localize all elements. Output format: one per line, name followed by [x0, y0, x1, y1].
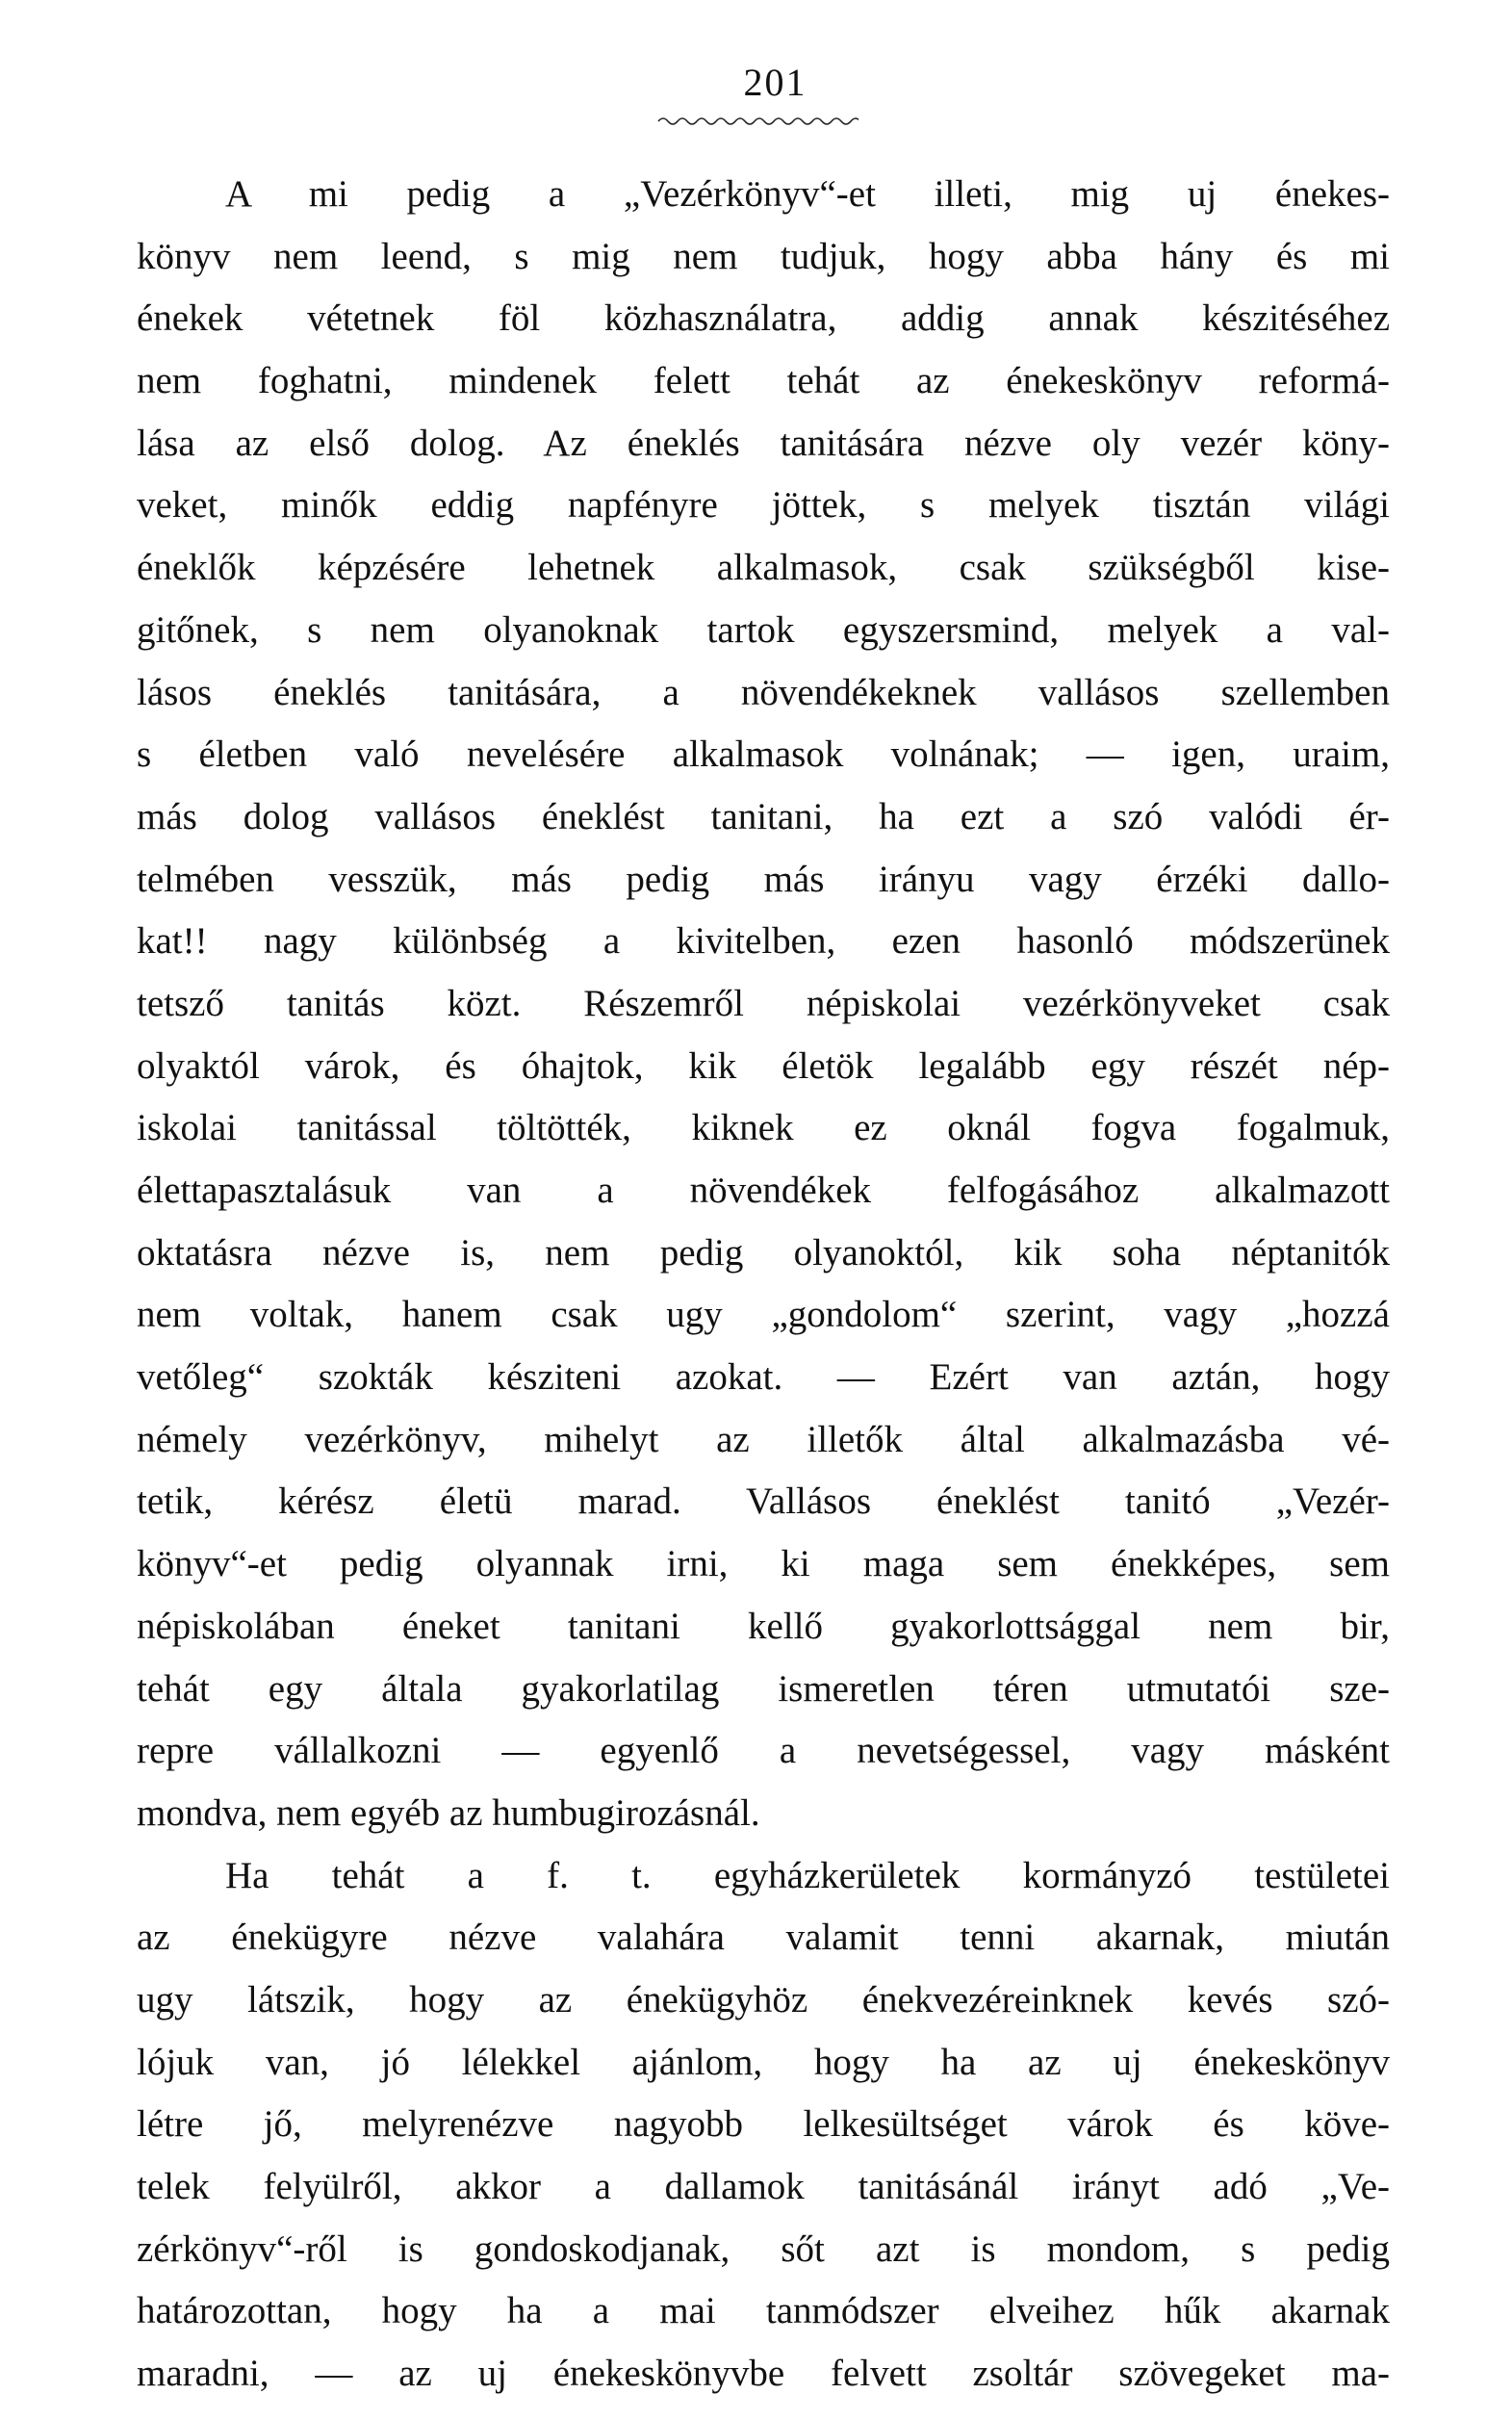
text-line: veket, minők eddig napfényre jöttek, s melyek tisztán világi	[137, 484, 1390, 527]
text-line: könyv“-et pedig olyannak irni, ki maga sem énekképes, sem	[137, 1543, 1390, 1585]
text-line: olyaktól várok, és óhajtok, kik életök legalább egy részét nép-	[137, 1044, 1390, 1087]
text-line: nem foghatni, mindenek felett tehát az énekeskönyv reformá-	[137, 360, 1390, 402]
text-line: az énekügyre nézve valahára valamit tenni akarnak, miután	[137, 1917, 1390, 1959]
text-line: ugy látszik, hogy az énekügyhöz énekvezéreinknek kevés szó-	[137, 1978, 1390, 2021]
text-line: zérkönyv“-ről is gondoskodjanak, sőt azt is mondom, s pedig	[137, 2227, 1390, 2270]
text-line: nem voltak, hanem csak ugy „gondolom“ szerint, vagy „hozzá	[137, 1294, 1390, 1336]
text-line: maradni, — az uj énekeskönyvbe felvett zsoltár szövegeket ma-	[137, 2353, 1390, 2395]
text-line: mondva, nem egyéb az humbugirozásnál.	[137, 1791, 760, 1834]
text-line: létre jő, melyrenézve nagyobb lelkesültséget várok és köve-	[137, 2103, 1390, 2146]
text-line: lásos éneklés tanitására, a növendékeknek vallásos szellemben	[137, 671, 1390, 713]
text-line: telmében vesszük, más pedig más irányu vagy érzéki dallo-	[137, 858, 1390, 900]
text-line: Ha tehát a f. t. egyházkerületek kormányzó testületei	[225, 1854, 1390, 1896]
text-line: s életben való nevelésére alkalmasok volnának; — igen, uraim,	[137, 734, 1390, 776]
text-line: éneklők képzésére lehetnek alkalmasok, csak szükségből kise-	[137, 547, 1390, 589]
text-line: oktatásra nézve is, nem pedig olyanoktól, kik soha néptanitók	[137, 1231, 1390, 1274]
text-line: telek felyülről, akkor a dallamok tanitásánál irányt adó „Ve-	[137, 2166, 1390, 2207]
text-line: énekek vétetnek föl közhasználatra, addig annak készitéséhez	[137, 297, 1390, 340]
text-line: tetsző tanitás közt. Részemről népiskolai vezérkönyveket csak	[137, 982, 1390, 1024]
text-line: A mi pedig a „Vezérkönyv“-et illeti, mig uj énekes-	[225, 173, 1390, 215]
text-line: lójuk van, jó lélekkel ajánlom, hogy ha az uj énekeskönyv	[137, 2041, 1390, 2083]
text-line: kat!! nagy különbség a kivitelben, ezen hasonló módszerünek	[137, 920, 1390, 963]
text-line: könyv nem leend, s mig nem tudjuk, hogy abba hány és mi	[137, 235, 1390, 277]
text-line: lása az első dolog. Az éneklés tanitására nézve oly vezér köny-	[137, 422, 1390, 464]
wavy-rule-ornament	[656, 114, 859, 129]
text-line: tehát egy általa gyakorlatilag ismeretlen téren utmutatói sze-	[137, 1667, 1390, 1710]
text-line: élettapasztalásuk van a növendékek felfogásához alkalmazott	[137, 1170, 1390, 1211]
text-line: népiskolában éneket tanitani kellő gyakorlottsággal nem bir,	[137, 1605, 1390, 1647]
body-text	[137, 164, 1390, 2406]
text-line: gitőnek, s nem olyanoknak tartok egyszersmind, melyek a val-	[137, 608, 1390, 651]
text-line: tetik, kérész életü marad. Vallásos éneklést tanitó „Vezér-	[137, 1480, 1390, 1523]
text-line: vetőleg“ szokták késziteni azokat. — Ezért van aztán, hogy	[137, 1356, 1390, 1399]
text-line: más dolog vallásos éneklést tanitani, ha ezt a szó valódi ér-	[137, 795, 1390, 837]
text-line: repre vállalkozni — egyenlő a nevetségessel, vagy másként	[137, 1730, 1390, 1772]
text-line: iskolai tanitással töltötték, kiknek ez oknál fogva fogalmuk,	[137, 1107, 1390, 1149]
text-line: némely vezérkönyv, mihelyt az illetők által alkalmazásba vé-	[137, 1418, 1390, 1460]
text-line: határozottan, hogy ha a mai tanmódszer elveihez hűk akarnak	[137, 2290, 1390, 2332]
page-number: 201	[743, 61, 807, 104]
